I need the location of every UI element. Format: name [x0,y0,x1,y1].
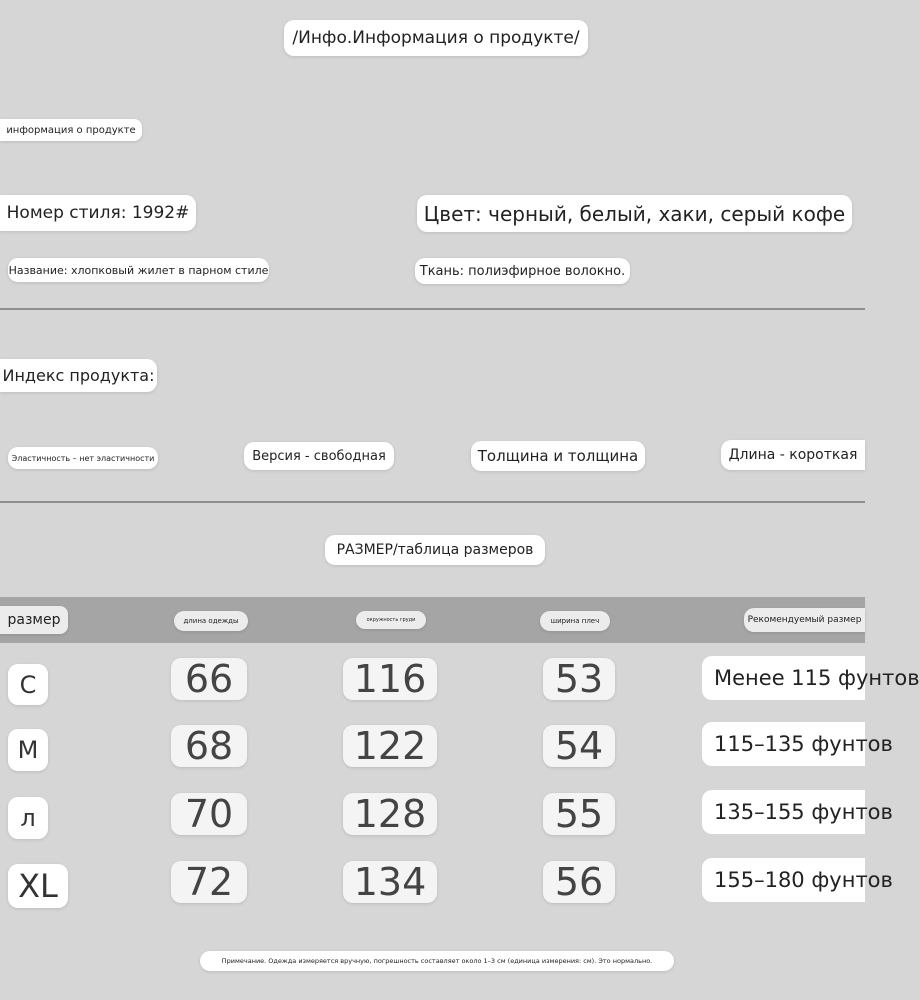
version-info: Версия - свободная [244,442,394,470]
chest-cell: 134 [343,861,437,903]
header-shoulder: ширина плеч [540,611,610,631]
page-title: /Инфо.Информация о продукте/ [284,20,588,56]
shoulder-cell: 53 [543,658,615,700]
header-chest: окружность груди [356,611,426,629]
product-info-label: информация о продукте [0,119,142,141]
elasticity-info: Эластичность – нет эластичности [8,447,158,469]
size-table-title: РАЗМЕР/таблица размеров [325,535,545,565]
color-info: Цвет: черный, белый, хаки, серый кофе [417,195,852,232]
size-table-header-band [0,597,865,643]
chest-cell: 122 [343,725,437,767]
recommended-cell: 135–155 фунтов [702,790,865,834]
chest-cell: 128 [343,793,437,835]
thickness-info: Толщина и толщина [471,441,645,471]
length-cell: 70 [171,793,247,835]
length-cell: 68 [171,725,247,767]
recommended-cell: 155–180 фунтов [702,858,865,902]
recommended-cell: 115–135 фунтов [702,722,865,766]
size-cell: M [8,729,48,771]
divider-2 [0,501,865,503]
style-number: Номер стиля: 1992# [0,195,196,231]
product-index-label: Индекс продукта: [0,359,157,392]
header-size: размер [0,606,68,634]
chest-cell: 116 [343,658,437,700]
product-name: Название: хлопковый жилет в парном стиле [8,258,269,282]
measurement-note: Примечание. Одежда измеряется вручную, погрешность составляет около 1–3 см (единица измерения: см). Это нормально. [200,951,674,971]
divider-1 [0,308,865,310]
shoulder-cell: 54 [543,725,615,767]
size-cell: л [8,797,48,839]
header-length: длина одежды [174,611,248,631]
recommended-cell: Менее 115 фунтов [702,656,865,700]
length-cell: 66 [171,658,247,700]
size-cell: XL [8,864,68,908]
header-recommended: Рекомендуемый размер [744,608,865,632]
fabric-info: Ткань: полиэфирное волокно. [415,258,630,284]
shoulder-cell: 56 [543,861,615,903]
size-cell: C [8,664,48,705]
length-cell: 72 [171,861,247,903]
shoulder-cell: 55 [543,793,615,835]
length-info: Длина - короткая [721,440,865,470]
